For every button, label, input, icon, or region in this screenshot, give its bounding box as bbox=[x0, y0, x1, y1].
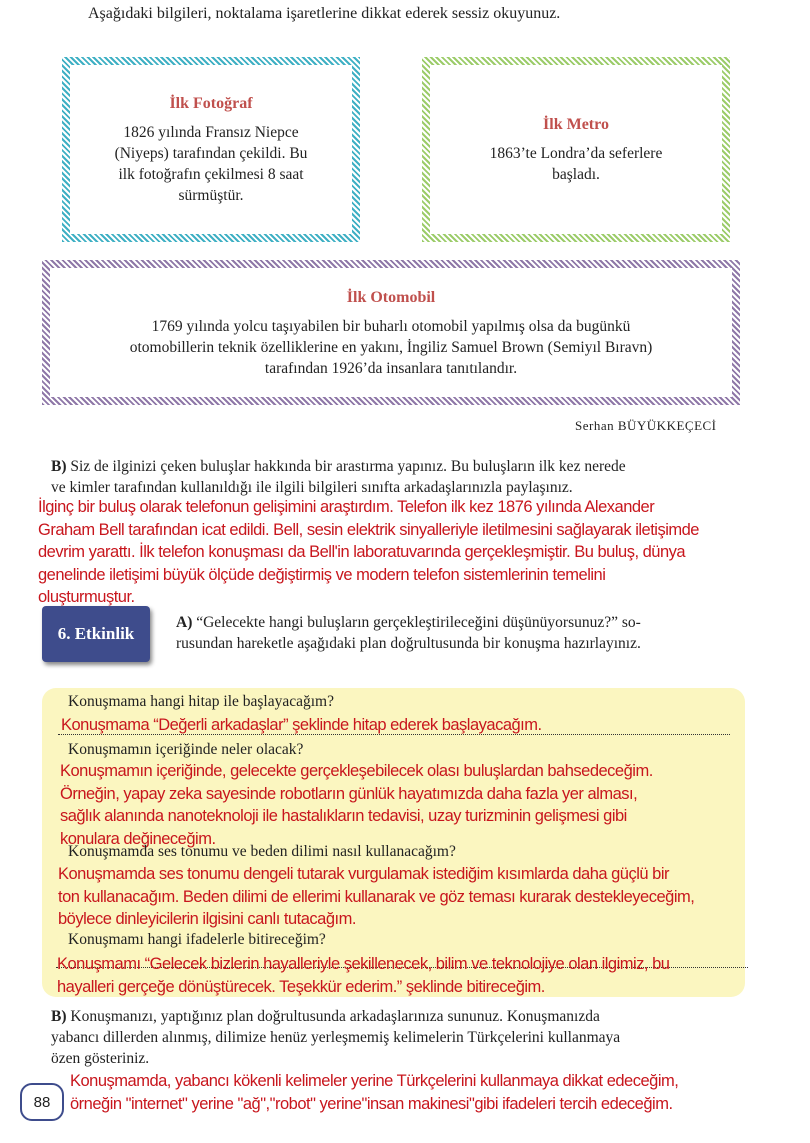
prompt-line: “Gelecekte hangi buluşların gerçekleştirileceğini düşünüyorsunuz?” so- bbox=[196, 614, 641, 631]
plan-question-4: Konuşmamı hangi ifadelerle bitireceğim? bbox=[68, 931, 326, 948]
answer-line: genelinde iletişimi büyük ölçüde değiştirmiş ve modern telefon sistemlerinin temelini bbox=[38, 565, 606, 584]
label: B) bbox=[51, 458, 67, 475]
answer-b bbox=[38, 496, 699, 609]
prompt-line: yabancı dillerden alınmış, dilimize henüz yerleşmemiş kelimelerin Türkçelerini kullanmaya bbox=[51, 1029, 621, 1046]
answer-line: devrim yarattı. İlk telefon konuşması da Bell'in laboratuvarında gerçekleşmiştir. Bu buluş, dünya bbox=[38, 543, 686, 561]
answer-line: Konuşmamda ses tonumu dengeli tutarak vurgulamak istediğim kısımlarda daha güçlü bir bbox=[58, 865, 669, 883]
plan-question-2: Konuşmamın içeriğinde neler olacak? bbox=[68, 741, 304, 758]
answer-line: Konuşmamın içeriğinde, gelecekte gerçekleşebilecek olası buluşlardan bahsedeceğim. bbox=[60, 762, 653, 780]
plan-question-3: Konuşmamda ses tonumu ve beden dilimi nasıl kullanacağım? bbox=[68, 843, 456, 860]
author: Serhan BÜYÜKKEÇECİ bbox=[575, 418, 717, 433]
plan-answer-4[interactable] bbox=[57, 953, 669, 998]
first-car-box bbox=[42, 260, 740, 405]
answer-line: Konuşmamda, yabancı kökenli kelimeler yerine Türkçelerini kullanmaya dikkat edeceğim, bbox=[70, 1072, 679, 1090]
prompt-line: özen gösteriniz. bbox=[51, 1050, 150, 1067]
answer-line: böylece dinleyicilerin ilgisini canlı tutacağım. bbox=[58, 910, 356, 928]
box-line: 1826 yılında Fransız Niepce bbox=[123, 124, 299, 141]
page-number: 88 bbox=[20, 1083, 64, 1121]
box-title: İlk Otomobil bbox=[346, 288, 436, 306]
box-title: İlk Fotoğraf bbox=[169, 95, 253, 112]
prompt-line: Siz de ilginizi çeken buluşlar hakkında bir arastırma yapınız. Bu buluşların ilk kez nerede bbox=[70, 458, 626, 475]
plan-answer-1[interactable]: Konuşmama “Değerli arkadaşlar” şeklinde hitap ederek başlayacağım. bbox=[61, 716, 542, 734]
instruction-top: Aşağıdaki bilgileri, noktalama işaretlerine dikkat ederek sessiz okuyunuz. bbox=[88, 5, 561, 22]
plan-answer-2[interactable] bbox=[60, 760, 653, 850]
box-line: başladı. bbox=[552, 166, 600, 183]
prompt-line: rusundan hareketle aşağıdaki plan doğrultusunda bir konuşma hazırlayınız. bbox=[176, 635, 641, 652]
answer-line: oluşturmuştur. bbox=[38, 588, 135, 606]
box-line: sürmüştür. bbox=[178, 187, 244, 204]
answer-b2[interactable] bbox=[70, 1070, 678, 1115]
box-line: otomobillerin teknik özelliklerine en yakını, İngiliz Samuel Brown (Semiyıl Bıravn) bbox=[129, 338, 653, 356]
box-line: 1863’te Londra’da seferlere bbox=[489, 145, 663, 162]
answer-line: İlginç bir buluş olarak telefonun gelişimini araştırdım. Telefon ilk kez 1876 yılında Alexander bbox=[38, 498, 655, 516]
answer-line: örneğin "internet" yerine "ağ","robot" yerine"insan makinesi"gibi ifadeleri tercih edeceğim. bbox=[70, 1094, 673, 1113]
box-line: tarafından 1926’da insanlara tanıtılandır. bbox=[264, 359, 518, 377]
label: B) bbox=[51, 1008, 67, 1025]
plan-question-1: Konuşmama hangi hitap ile başlayacağım? bbox=[68, 693, 334, 710]
plan-answer-3[interactable] bbox=[58, 863, 694, 931]
prompt-line: ve kimler tarafından kullanıldığı ile ilgili bilgileri sınıfta arkadaşlarınızla paylaşınız. bbox=[51, 479, 573, 496]
answer-line: Örneğin, yapay zeka sayesinde robotların günlük hayatımızda daha fazla yer alması, bbox=[60, 784, 638, 803]
box-title: İlk Metro bbox=[543, 116, 609, 133]
box-line: ilk fotoğrafın çekilmesi 8 saat bbox=[118, 166, 304, 183]
box-line: 1769 yılında yolcu taşıyabilen bir buharlı otomobil yapılmış olsa da bugünkü bbox=[151, 317, 631, 335]
answer-line: konulara değineceğim. bbox=[60, 829, 216, 848]
activity-prompt bbox=[176, 612, 641, 654]
first-metro-box bbox=[422, 57, 730, 242]
answer-line: Konuşmamı “Gelecek bizlerin hayalleriyle şekillenecek, bilim ve teknolojiye olan ilgimiz, bu bbox=[57, 955, 670, 973]
section-b-prompt bbox=[51, 456, 626, 498]
label: A) bbox=[176, 614, 193, 631]
prompt-line: Konuşmanızı, yaptığınız plan doğrultusunda arkadaşlarınıza sununuz. Konuşmanızda bbox=[70, 1008, 600, 1025]
answer-line: Graham Bell tarafından icat edildi. Bell, sesin elektrik sinyalleriyle iletilmesini sağlayarak iletişimde bbox=[38, 520, 699, 539]
first-photo-box bbox=[62, 57, 360, 242]
answer-line: ton kullanacağım. Beden dilimi de ellerimi kullanarak ve göz teması kurarak destekleyeceğim, bbox=[58, 887, 695, 906]
answer-line: sağlık alanında nanoteknoloji ile hastalıkların tedavisi, uzay turizminin gelişmesi gibi bbox=[60, 807, 627, 825]
section-b2-prompt bbox=[51, 1006, 620, 1069]
answer-line: hayalleri gerçeğe dönüştürecek. Teşekkür ederim.” şeklinde bitireceğim. bbox=[57, 977, 545, 996]
activity-badge: 6. Etkinlik bbox=[42, 606, 150, 662]
box-line: (Niyeps) tarafından çekildi. Bu bbox=[114, 145, 308, 162]
